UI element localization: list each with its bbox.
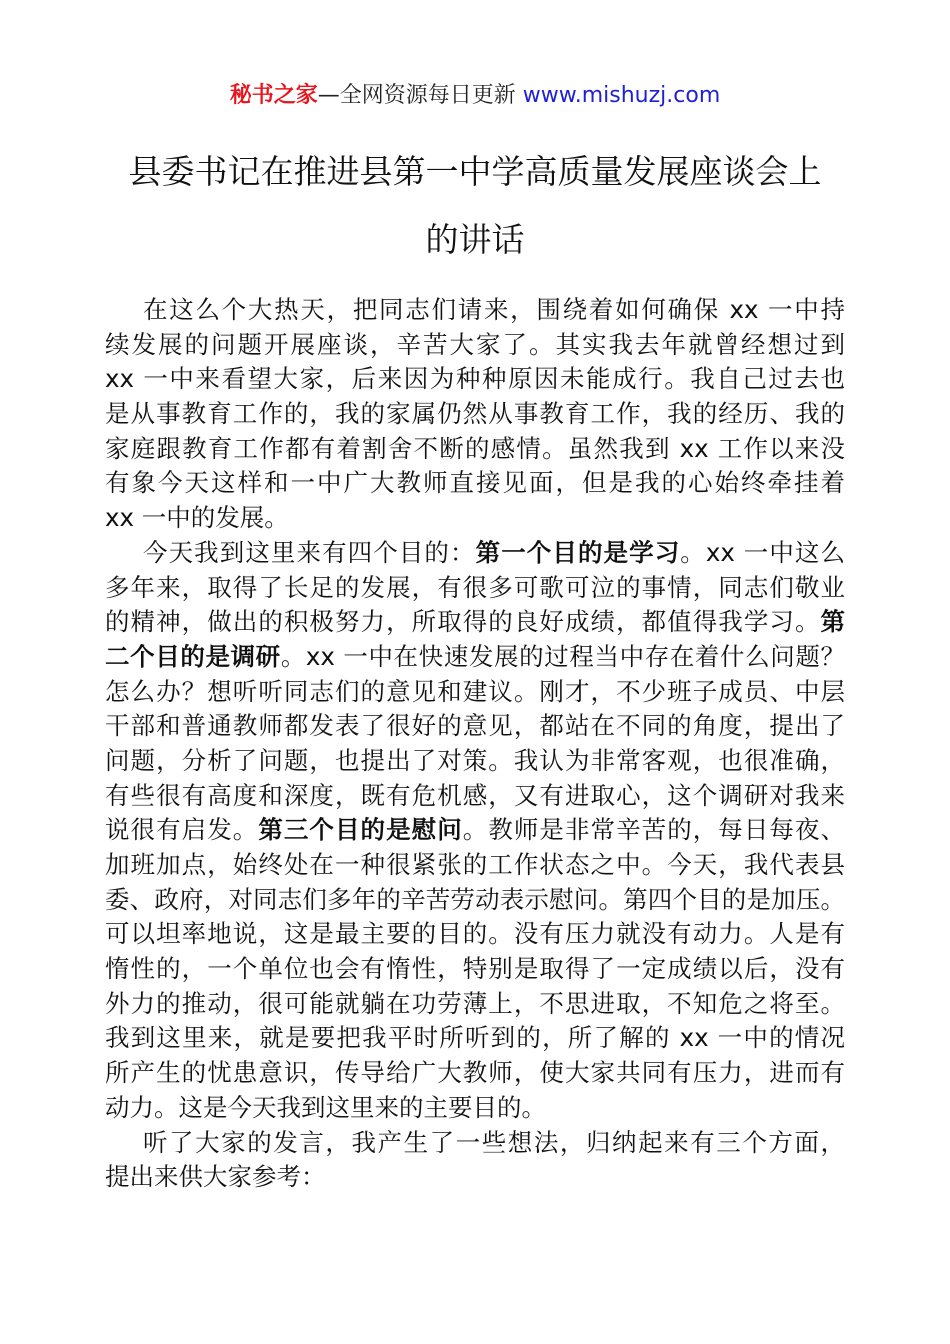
text-run: 。教师是非常辛苦的，每日每夜、	[462, 815, 846, 845]
text-line	[105, 362, 845, 397]
text-run: 动力。这是今天我到这里来的主要目的。	[105, 1092, 546, 1122]
text-line	[105, 466, 845, 501]
text-line	[105, 779, 845, 814]
text-run: 续发展的问题开展座谈，辛苦大家了。其实我去年就曾经想过到	[105, 329, 845, 359]
text-run: 干部和普通教师都发表了很好的意见，都站在不同的角度，提出了	[105, 711, 845, 741]
paragraph	[105, 293, 845, 536]
text-run: 说很有启发。	[105, 815, 259, 845]
document-title-line-1: 县委书记在推进县第一中学高质量发展座谈会上	[128, 152, 822, 191]
text-line	[105, 397, 845, 432]
text-run: 是从事教育工作的，我的家属仍然从事教育工作，我的经历、我的	[105, 399, 845, 429]
bold-text: 二个目的是调研	[105, 641, 281, 671]
text-run: 加班加点，始终处在一种很紧张的工作状态之中。今天，我代表县	[105, 850, 845, 879]
text-line	[105, 571, 845, 606]
text-run: 今天我到这里来有四个目的：	[143, 537, 476, 567]
text-run: 有些很有高度和深度，既有危机感，又有进取心，这个调研对我来	[105, 780, 845, 810]
text-line	[105, 675, 845, 710]
text-line	[105, 328, 845, 363]
document-title-line-2: 的讲话	[425, 220, 525, 259]
text-run: 听了大家的发言，我产生了一些想法，归纳起来有三个方面，	[143, 1127, 845, 1157]
text-line	[105, 709, 845, 744]
text-line	[105, 1021, 845, 1056]
text-run: 问题，分析了问题，也提出了对策。我认为非常客观，也很准确，	[105, 745, 845, 775]
text-run: xx 一中来看望大家，后来因为种种原因未能成行。我自己过去也	[105, 364, 845, 394]
site-brand: 秘书之家	[229, 83, 318, 108]
text-run: 有象今天这样和一中广大教师直接见面，但是我的心始终牵挂着	[105, 468, 845, 498]
text-line	[105, 1126, 845, 1161]
paragraph	[105, 1126, 845, 1195]
text-run: 所产生的忧患意识，传导给广大教师，使大家共同有压力，进而有	[105, 1058, 845, 1088]
text-run: 可以坦率地说，这是最主要的目的。没有压力就没有动力。人是有	[105, 919, 845, 949]
site-url-link[interactable]: www.mishuzj.com	[522, 83, 721, 108]
site-tagline: —全网资源每日更新	[317, 83, 523, 108]
text-run: 的精神，做出的积极努力，所取得的良好成绩，都值得我学习。	[105, 607, 821, 637]
text-line	[105, 987, 845, 1022]
text-line	[105, 1091, 845, 1126]
text-line	[105, 293, 845, 328]
text-run: xx 一中的发展。	[105, 503, 289, 533]
text-run: 提出来供大家参考：	[105, 1162, 326, 1192]
text-line	[105, 605, 845, 640]
text-run: 惰性的，一个单位也会有惰性，特别是取得了一定成绩以后，没有	[105, 954, 845, 984]
bold-text: 第一个目的是学习	[475, 537, 681, 567]
text-line	[105, 1160, 845, 1195]
text-line	[105, 952, 845, 987]
bold-text: 第三个目的是慰问	[258, 815, 463, 845]
text-line	[105, 536, 845, 571]
text-line	[105, 917, 845, 952]
text-line	[105, 848, 845, 883]
text-line	[105, 432, 845, 467]
document-body	[105, 293, 845, 1195]
text-run: 我到这里来，就是要把我平时所听到的，所了解的 xx 一中的情况	[105, 1023, 845, 1053]
text-run: 。xx 一中这么	[680, 537, 846, 567]
text-run: 怎么办？想听听同志们的意见和建议。刚才，不少班子成员、中层	[105, 676, 845, 706]
bold-text: 第	[820, 607, 845, 637]
text-line	[105, 883, 845, 918]
text-run: 在这么个大热天，把同志们请来，围绕着如何确保 xx 一中持	[143, 295, 845, 324]
site-header	[0, 80, 950, 112]
text-line	[105, 501, 845, 536]
text-line	[105, 1056, 845, 1091]
text-run: 。xx 一中在快速发展的过程当中存在着什么问题？	[280, 641, 845, 671]
paragraph	[105, 536, 845, 1126]
text-run: 家庭跟教育工作都有着割舍不断的感情。虽然我到 xx 工作以来没	[105, 433, 845, 463]
text-run: 委、政府，对同志们多年的辛苦劳动表示慰问。第四个目的是加压。	[105, 884, 845, 914]
text-run: 多年来，取得了长足的发展，有很多可歌可泣的事情，同志们敬业	[105, 572, 845, 602]
text-run: 外力的推动，很可能就躺在功劳薄上，不思进取，不知危之将至。	[105, 988, 845, 1018]
text-line	[105, 640, 845, 675]
text-line	[105, 744, 845, 779]
text-line	[105, 813, 845, 848]
